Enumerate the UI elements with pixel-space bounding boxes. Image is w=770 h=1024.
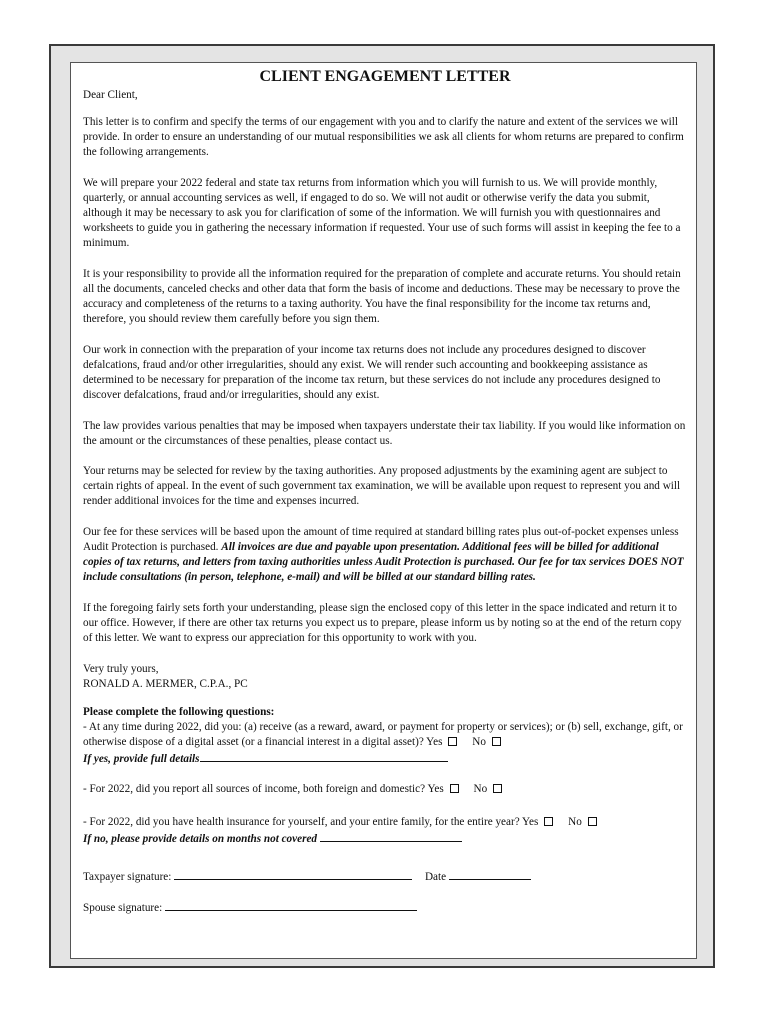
income-sources-yes-checkbox[interactable] — [450, 784, 459, 793]
question-digital-asset — [83, 720, 687, 750]
spouse-signature-field[interactable] — [165, 899, 417, 911]
question-digital-asset-text: - At any time during 2022, did you: (a) receive (as a reward, award, or payment for property or services); or (b) sell, exchange, gift, or otherwise dispose of a digital asset (or a financial interest in a digital asset)? Yes — [83, 721, 683, 749]
firm-name: RONALD A. MERMER, C.P.A., PC — [83, 677, 248, 690]
income-sources-text: - For 2022, did you report all sources of income, both foreign and domestic? Yes — [83, 783, 444, 796]
paragraph-services: We will prepare your 2022 federal and state tax returns from information which you will furnish to us. We will provide monthly, quarterly, or annual accounting services as well, if engaged to do so. We will not audit or otherwise verify the data you submit, although it may be necessary to ask you for clarification of some of the information. We will furnish you with questionnaires and worksheets to guide you in gathering the necessary information if requested. Your use of such forms will assist in keeping the fee to a minimum. — [83, 176, 681, 250]
date-label: Date — [424, 870, 447, 883]
spouse-signature-row — [83, 899, 687, 916]
fees-bold-text: All invoices are due and payable upon presentation. Additional fees will be billed for additional copies of tax returns, and letters from taxing authorities unless Audit Protection is purchased. Our fee for tax services DOES NOT include consultations (in person, telephone, e-mail) and will be billed at our standard billing rates. — [83, 541, 684, 584]
paragraph-review: Your returns may be selected for review by the taxing authorities. Any proposed adjustments by the examining agent are subject to certain rights of appeal. In the event of such government tax examination, we will be available upon request to represent you and will render additional invoices for the time and expenses incurred. — [83, 465, 681, 508]
digital-asset-details — [83, 750, 687, 767]
digital-asset-no-checkbox[interactable] — [492, 737, 501, 746]
paragraph-engagement: This letter is to confirm and specify the terms of our engagement with you and to clarify the nature and extent of the services we will provide. In order to ensure an understanding of our mutual responsibilities we ask all clients for whom returns are prepared to confirm the following arrangements. — [83, 116, 684, 159]
health-insurance-details — [83, 830, 687, 847]
question-health-insurance — [83, 815, 687, 830]
digital-asset-details-label: If yes, provide full details — [83, 753, 200, 766]
taxpayer-signature-label: Taxpayer signature: — [83, 870, 172, 883]
health-insurance-text: - For 2022, did you have health insurance for yourself, and your entire family, for the entire year? Yes — [83, 816, 539, 829]
health-insurance-yes-checkbox[interactable] — [544, 817, 553, 826]
income-sources-no-checkbox[interactable] — [493, 784, 502, 793]
health-insurance-no-label: No — [568, 816, 582, 829]
questions-heading: Please complete the following questions: — [83, 705, 275, 718]
digital-asset-no-label: No — [472, 736, 486, 749]
paragraph-procedures: Our work in connection with the preparation of your income tax returns does not include any procedures designed to discover defalcations, fraud and/or other irregularities, should any exist. We will render such accounting and bookkeeping assistance as determined to be necessary for preparation of the income tax return, but these services do not include any procedures designed to discover defalcations, fraud and/or irregularities, should any exist. — [83, 343, 661, 401]
date-field[interactable] — [449, 868, 531, 880]
letter-title: CLIENT ENGAGEMENT LETTER — [259, 68, 511, 85]
paragraph-fees — [83, 525, 687, 585]
paragraph-responsibility: It is your responsibility to provide all the information required for the preparation of complete and accurate returns. You should retain all the documents, canceled checks and other data that form the basis of income and deductions. These may be necessary to prove the accuracy and completeness of the returns to a taxing authority. You have the final responsibility for the income tax returns and, therefore, you should review them carefully before you sign them. — [83, 267, 681, 326]
closing — [83, 662, 687, 692]
letter-content — [83, 66, 687, 916]
health-insurance-no-checkbox[interactable] — [588, 817, 597, 826]
taxpayer-signature-field[interactable] — [174, 868, 412, 880]
health-insurance-details-field[interactable] — [320, 830, 462, 842]
fees-plain-text: Our fee for these services will be based upon the amount of time required at standard billing rates plus out-of-pocket expenses unless Audit Protection is purchased. — [83, 526, 679, 554]
digital-asset-details-field[interactable] — [200, 750, 448, 762]
taxpayer-signature-row — [83, 868, 687, 885]
questions-section — [83, 705, 687, 848]
income-sources-no-label: No — [473, 783, 488, 796]
paragraph-agreement: If the foregoing fairly sets forth your understanding, please sign the enclosed copy of this letter in the space indicated and return it to our office. However, if there are other tax returns you expect us to prepare, please inform us by noting so at the end of the return copy of this letter. We want to express our appreciation for this opportunity to work with you. — [83, 601, 682, 645]
sign-off: Very truly yours, — [83, 662, 159, 675]
digital-asset-yes-checkbox[interactable] — [448, 737, 457, 746]
paragraph-penalties: The law provides various penalties that may be imposed when taxpayers understate their tax liability. If you would like information on the amount or the circumstances of these penalties, please contact us. — [83, 419, 686, 447]
health-insurance-details-label: If no, please provide details on months not covered — [83, 833, 317, 846]
greeting: Dear Client, — [83, 89, 138, 101]
spouse-signature-label: Spouse signature: — [83, 901, 163, 914]
question-income-sources — [83, 782, 687, 797]
